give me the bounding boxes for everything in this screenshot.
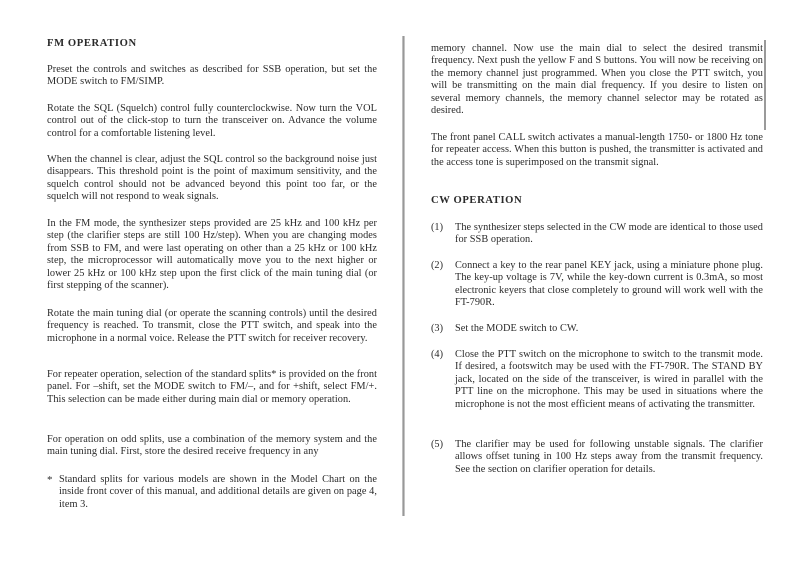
fm-paragraph-odd-splits: For operation on odd splits, use a combination of the memory system and the main tuning dial. First, store the desired receive frequency in any: [47, 434, 377, 458]
cw-item-number: (5): [431, 439, 444, 450]
fm-paragraph-synthesizer: In the FM mode, the synthesizer steps provided are 25 kHz and 100 kHz per step (the clarifier steps are still 100 Hz/step). When you are changing modes from SSB to FM, and were last operating on other than a 25 kHz or 100 kHz step, the microprocessor will automatically move you to the next higher or lower 25 kHz or 100 kHz step upon the first click of the main tuning dial (or first stepping of the scanner).: [47, 218, 377, 292]
fm-paragraph-preset: Preset the controls and switches as described for SSB operation, but set the MODE switch to FM/SIMP.: [47, 64, 377, 88]
cw-item-text: Close the PTT switch on the microphone to switch to the transmit mode. If desired, a footswitch may be used with the FT-790R. The STAND BY jack, located on the side of the transceiver, is wired in parallel with the PTT line on the microphone. This may be used in situations where the microphone is not the most efficient means of activating the transmitter.: [455, 349, 763, 410]
right-page: [404, 0, 793, 561]
cw-item-number: (2): [431, 260, 444, 271]
cw-item-number: (4): [431, 349, 444, 360]
footnote-marker: *: [47, 474, 53, 486]
fm-operation-heading: FM OPERATION: [47, 38, 137, 49]
cw-item-text: Set the MODE switch to CW.: [455, 323, 579, 334]
cw-item-number: (1): [431, 222, 444, 233]
fm-paragraph-call-switch: The front panel CALL switch activates a manual-length 1750- or 1800 Hz tone for repeater access. When this button is pushed, the transmitter is activated and the access tone is superimposed on the transmit signal.: [431, 132, 763, 168]
cw-item-text: The clarifier may be used for following unstable signals. The clarifier allows offset tuning in 100 Hz steps away from the transmit frequency. See the section on clarifier operation for details.: [455, 439, 763, 475]
fm-paragraph-squelch: Rotate the SQL (Squelch) control fully counterclockwise. Now turn the VOL control out of the click-stop to turn the transceiver on. Advance the volume control for a comfortable listening level.: [47, 103, 377, 139]
cw-operation-heading: CW OPERATION: [431, 195, 523, 206]
fm-paragraph-repeater: For repeater operation, selection of the standard splits* is provided on the front panel. For –shift, set the MODE switch to FM/–, and for +shift, select FM/+. This selection can be made either during main dial or memory operation.: [47, 369, 377, 405]
cw-item-text: Connect a key to the rear panel KEY jack, using a miniature phone plug. The key-up voltage is 7V, while the key-down current is 0.3mA, so most electronic keyers that close completely to ground will work well with the FT-790R.: [455, 260, 763, 309]
cw-item-number: (3): [431, 323, 444, 334]
cw-item-text: The synthesizer steps selected in the CW mode are identical to those used for SSB operation.: [455, 222, 763, 246]
fm-paragraph-threshold: When the channel is clear, adjust the SQL control so the background noise just disappears. This threshold point is the point of maximum sensitivity, and the squelch control should not be advanced beyond this point too far, or the squelch will not respond to weak signals.: [47, 154, 377, 203]
fm-paragraph-tuning: Rotate the main tuning dial (or operate the scanning controls) until the desired frequency is reached. To transmit, close the PTT switch, and speak into the microphone in a normal voice. Release the PTT switch for receiver recovery.: [47, 308, 377, 344]
footnote-text: Standard splits for various models are shown in the Model Chart on the inside front cover of this manual, and additional details are given on page 4, item 3.: [59, 474, 377, 510]
fm-paragraph-memory-channel: memory channel. Now use the main dial to select the desired transmit frequency. Next push the yellow F and S buttons. You will now be receiving on the memory channel just programmed. When you close the PTT switch, you will be transmitting on the main dial frequency. If you desire to listen on several memory channels, the memory channel selector may be rotated as desired.: [431, 43, 763, 117]
